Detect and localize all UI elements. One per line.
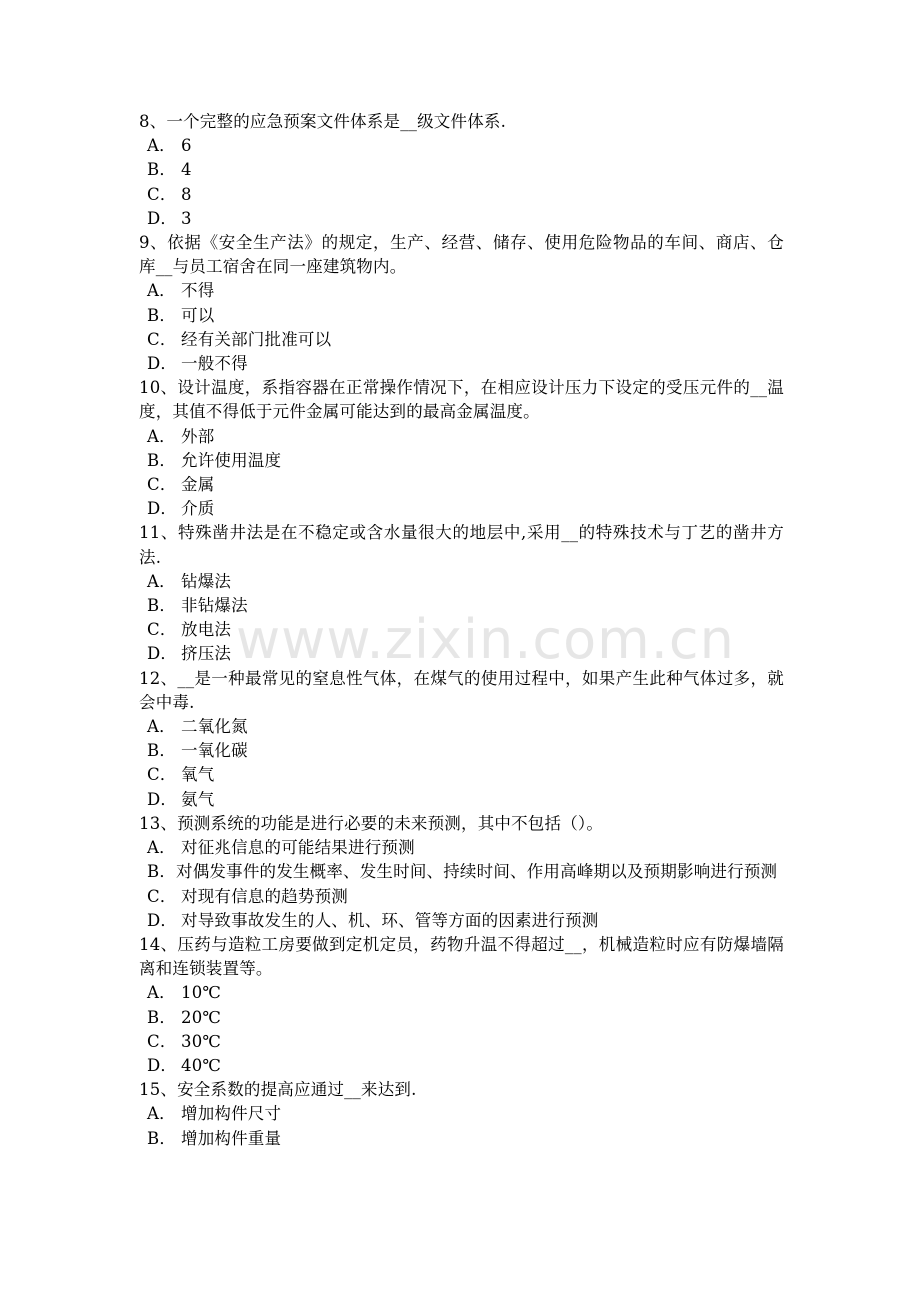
option-a (139, 425, 784, 449)
option-letter: D． (147, 789, 178, 809)
option-a (139, 1102, 784, 1126)
option-c (139, 763, 784, 787)
question-11 (139, 521, 784, 666)
option-letter: B． (147, 862, 177, 882)
question-9 (139, 231, 784, 376)
option-letter: A． (147, 136, 176, 156)
option-letter: D． (147, 208, 178, 228)
option-text: 3 (181, 208, 192, 228)
option-letter: D． (147, 644, 178, 664)
question-stem: 13、预测系统的功能是进行必要的未来预测，其中不包括（）。 (139, 813, 604, 833)
document-page (139, 110, 784, 1151)
option-a (139, 279, 784, 303)
option-text: 挤压法 (181, 644, 232, 664)
question-stem: 12、__是一种最常见的窒息性气体，在煤气的使用过程中，如果产生此种气体过多，就会中毒. (139, 668, 784, 712)
option-text: 经有关部门批准可以 (181, 329, 332, 349)
option-c (139, 1030, 784, 1054)
option-b (139, 594, 784, 618)
option-b (139, 860, 784, 884)
option-letter: D． (147, 910, 178, 930)
question-12 (139, 667, 784, 812)
option-text: 一氧化碳 (181, 741, 248, 761)
option-a (139, 981, 784, 1005)
option-letter: B． (147, 450, 177, 470)
option-letter: C． (147, 886, 177, 906)
question-15 (139, 1078, 784, 1151)
question-stem: 15、安全系数的提高应通过__来达到. (139, 1080, 417, 1100)
option-text: 钻爆法 (181, 571, 232, 591)
option-d (139, 207, 784, 231)
option-letter: B． (147, 305, 177, 325)
option-letter: D． (147, 499, 178, 519)
option-text: 20℃ (181, 1007, 222, 1027)
option-c (139, 885, 784, 909)
option-a (139, 570, 784, 594)
question-10 (139, 376, 784, 521)
question-stem: 14、压药与造粒工房要做到定机定员，药物升温不得超过__，机械造粒时应有防爆墙隔离和连锁装置等。 (139, 934, 784, 979)
option-text: 金属 (181, 475, 215, 495)
option-text: 8 (181, 184, 192, 204)
option-d (139, 788, 784, 812)
option-letter: A． (147, 1104, 176, 1124)
option-d (139, 1054, 784, 1078)
option-b (139, 304, 784, 328)
question-8 (139, 110, 784, 231)
option-letter: A． (147, 838, 176, 858)
option-letter: C． (147, 184, 177, 204)
option-a (139, 715, 784, 739)
option-letter: B． (147, 741, 177, 761)
option-text: 对导致事故发生的人、机、环、管等方面的因素进行预测 (181, 910, 599, 930)
watermark: www.zixin.com.cn (236, 608, 735, 671)
option-text: 可以 (181, 305, 215, 325)
option-letter: A． (147, 281, 176, 301)
option-text: 介质 (181, 499, 215, 519)
option-text: 外部 (181, 426, 215, 446)
option-text: 对征兆信息的可能结果进行预测 (181, 838, 415, 858)
option-text: 一般不得 (181, 354, 248, 374)
option-letter: C． (147, 1031, 177, 1051)
option-c (139, 183, 784, 207)
option-c (139, 328, 784, 352)
option-text: 二氧化氮 (181, 717, 248, 737)
option-text: 非钻爆法 (181, 596, 248, 616)
option-text: 对现有信息的趋势预测 (181, 886, 348, 906)
option-text: 氧气 (181, 765, 215, 785)
option-letter: B． (147, 160, 177, 180)
option-b (139, 1006, 784, 1030)
option-text: 40℃ (181, 1055, 222, 1075)
option-letter: A． (147, 717, 176, 737)
question-stem: 8、一个完整的应急预案文件体系是__级文件体系. (139, 112, 507, 131)
option-b (139, 158, 784, 182)
option-text: 对偶发事件的发生概率、发生时间、持续时间、作用高峰期以及预期影响进行预测 (176, 862, 778, 882)
question-13 (139, 812, 784, 933)
question-stem: 10、设计温度，系指容器在正常操作情况下，在相应设计压力下设定的受压元件的__温度，其值不得低于元件金属可能达到的最高金属温度。 (139, 378, 784, 422)
option-letter: B． (147, 1007, 177, 1027)
option-text: 4 (181, 160, 192, 180)
option-letter: C． (147, 475, 177, 495)
option-letter: C． (147, 765, 177, 785)
option-d (139, 909, 784, 933)
option-text: 30℃ (181, 1031, 222, 1051)
option-d (139, 352, 784, 376)
option-text: 增加构件重量 (181, 1128, 282, 1148)
question-stem: 11、特殊凿井法是在不稳定或含水量很大的地层中,采用__的特殊技术与丁艺的凿井方法. (139, 523, 784, 567)
option-letter: A． (147, 571, 176, 591)
option-text: 不得 (181, 281, 215, 301)
option-text: 增加构件尺寸 (181, 1104, 282, 1124)
option-letter: D． (147, 354, 178, 374)
option-b (139, 449, 784, 473)
option-letter: B． (147, 596, 177, 616)
option-text: 放电法 (181, 620, 232, 640)
option-letter: A． (147, 983, 176, 1003)
option-letter: A． (147, 426, 176, 446)
question-14 (139, 933, 784, 1078)
option-letter: C． (147, 620, 177, 640)
option-text: 允许使用温度 (181, 450, 282, 470)
option-b (139, 739, 784, 763)
option-d (139, 642, 784, 666)
option-letter: D． (147, 1055, 178, 1075)
option-a (139, 134, 784, 158)
option-letter: B． (147, 1128, 177, 1148)
option-text: 10℃ (181, 983, 222, 1003)
option-a (139, 836, 784, 860)
option-b (139, 1127, 784, 1151)
option-text: 氨气 (181, 789, 215, 809)
option-d (139, 497, 784, 521)
option-c (139, 618, 784, 642)
question-stem: 9、依据《安全生产法》的规定，生产、经营、储存、使用危险物品的车间、商店、仓库__与员工宿舍在同一座建筑物内。 (139, 233, 784, 277)
option-c (139, 473, 784, 497)
option-letter: C． (147, 329, 177, 349)
option-text: 6 (181, 136, 192, 156)
